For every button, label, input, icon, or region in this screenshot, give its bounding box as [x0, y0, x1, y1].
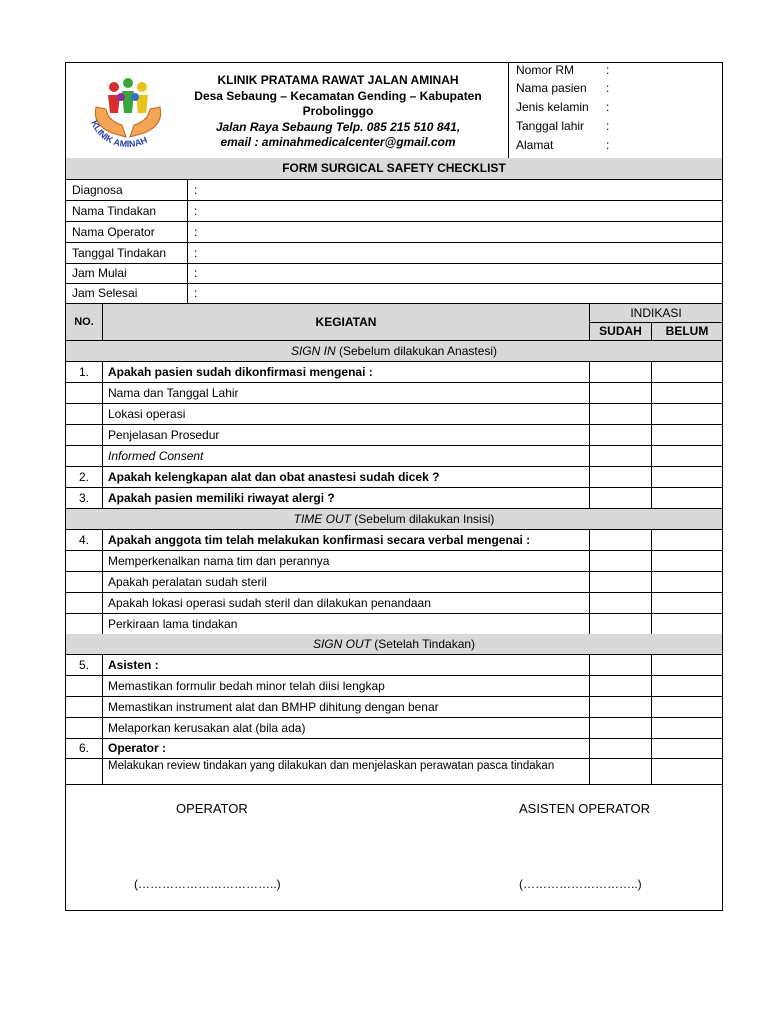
checklist-row: [66, 697, 722, 718]
row-number: 3.: [66, 488, 103, 508]
patient-label: Nama pasien: [516, 81, 587, 95]
belum-cell[interactable]: [651, 697, 652, 717]
checklist-row: [66, 718, 722, 739]
belum-cell[interactable]: [651, 404, 652, 424]
patient-colon: :: [606, 100, 610, 114]
belum-cell[interactable]: [651, 362, 652, 382]
header-kegiatan: KEGIATAN: [103, 304, 590, 340]
row-text: Penjelasan Prosedur: [108, 428, 220, 442]
section-title: SIGN IN: [290, 344, 336, 358]
checklist-row: [66, 758, 722, 785]
section-title: TIME OUT: [293, 512, 351, 526]
sudah-cell[interactable]: [589, 551, 590, 571]
form-frame: [65, 62, 723, 911]
sudah-cell[interactable]: [589, 758, 590, 784]
checklist-row: [66, 404, 722, 425]
row-text: Lokasi operasi: [108, 407, 186, 421]
belum-cell[interactable]: [651, 383, 652, 403]
row-text: Apakah lokasi operasi sudah steril dan dilakukan penandaan: [108, 596, 431, 610]
checklist-row: [66, 593, 722, 614]
info-row-nama-operator: [66, 222, 722, 243]
row-number: 1.: [66, 362, 103, 382]
column-divider: [187, 263, 188, 283]
clinic-info: [178, 73, 498, 151]
clinic-logo: [82, 73, 174, 151]
row-number: 4.: [66, 530, 103, 550]
row-text: Apakah pasien memiliki riwayat alergi ?: [108, 491, 335, 505]
sudah-cell[interactable]: [589, 614, 590, 634]
belum-cell[interactable]: [651, 425, 652, 445]
patient-colon: :: [606, 63, 610, 77]
info-label: Nama Operator: [72, 225, 155, 239]
info-row-nama-tindakan: [66, 201, 722, 222]
checklist-table-header: [66, 304, 722, 341]
row-text: Melaporkan kerusakan alat (bila ada): [108, 721, 306, 735]
checklist-row: [66, 383, 722, 404]
belum-cell[interactable]: [651, 718, 652, 738]
patient-row: [516, 138, 716, 157]
section-subtitle: (Sebelum dilakukan Insisi): [350, 512, 495, 526]
checklist-row: [66, 572, 722, 593]
row-text: Melakukan review tindakan yang dilakukan dan menjelaskan perawatan pasca tindakan: [108, 760, 555, 772]
info-colon: :: [194, 225, 198, 239]
patient-row: [516, 119, 716, 138]
clinic-block: [66, 63, 509, 158]
clinic-email: email : aminahmedicalcenter@gmail.com: [220, 135, 456, 149]
belum-cell[interactable]: [651, 488, 652, 508]
info-row-jam-selesai: [66, 283, 722, 304]
row-number: 5.: [66, 655, 103, 675]
section-subtitle: (Sebelum dilakukan Anastesi): [335, 344, 498, 358]
row-number: [66, 718, 103, 738]
info-row-tanggal-tindakan: [66, 243, 722, 264]
row-text: Memastikan instrument alat dan BMHP dihitung dengan benar: [108, 700, 439, 714]
sudah-cell[interactable]: [589, 467, 590, 487]
checklist-row: [66, 551, 722, 572]
checklist-row: [66, 614, 722, 635]
checklist-row: [66, 446, 722, 467]
sudah-cell[interactable]: [589, 593, 590, 613]
header-sudah: SUDAH: [590, 323, 652, 340]
row-text: Apakah anggota tim telah melakukan konfirmasi secara verbal mengenai :: [108, 533, 531, 547]
row-text: Memperkenalkan nama tim dan perannya: [108, 554, 330, 568]
patient-colon: :: [606, 138, 610, 152]
info-label: Jam Selesai: [72, 286, 138, 300]
section-time-out: [66, 509, 722, 530]
sudah-cell[interactable]: [589, 697, 590, 717]
info-row-jam-mulai: [66, 263, 722, 284]
checklist-row: [66, 362, 722, 383]
sudah-cell[interactable]: [589, 404, 590, 424]
belum-cell[interactable]: [651, 593, 652, 613]
row-text: Apakah kelengkapan alat dan obat anastesi sudah dicek ?: [108, 470, 440, 484]
row-number: [66, 697, 103, 717]
info-row-diagnosa: [66, 180, 722, 201]
row-number: 2.: [66, 467, 103, 487]
column-divider: [187, 283, 188, 303]
belum-cell[interactable]: [651, 530, 652, 550]
patient-row: [516, 81, 716, 100]
section-sign-in: [66, 341, 722, 362]
sudah-cell[interactable]: [589, 572, 590, 592]
row-number: [66, 551, 103, 571]
belum-cell[interactable]: [651, 738, 652, 758]
sudah-cell[interactable]: [589, 362, 590, 382]
sudah-cell[interactable]: [589, 718, 590, 738]
form-header: [66, 63, 722, 159]
patient-label: Tanggal lahir: [516, 119, 585, 133]
asisten-signature-line[interactable]: (………………………..): [519, 877, 642, 891]
row-number: [66, 593, 103, 613]
row-text: Nama dan Tanggal Lahir: [108, 386, 239, 400]
clinic-address-3: Jalan Raya Sebaung Telp. 085 215 510 841,: [215, 119, 461, 134]
sudah-cell[interactable]: [589, 383, 590, 403]
info-colon: :: [194, 246, 198, 260]
patient-colon: :: [606, 81, 610, 95]
sudah-cell[interactable]: [589, 530, 590, 550]
section-title: SIGN OUT: [312, 637, 371, 651]
sudah-cell[interactable]: [589, 488, 590, 508]
section-subtitle: (Setelah Tindakan): [370, 637, 476, 651]
info-label: Jam Mulai: [72, 266, 127, 280]
row-text: Informed Consent: [108, 449, 204, 463]
belum-cell[interactable]: [651, 676, 652, 696]
belum-cell[interactable]: [651, 655, 652, 675]
info-colon: :: [194, 286, 198, 300]
checklist-row: [66, 655, 722, 676]
form-title: FORM SURGICAL SAFETY CHECKLIST: [66, 158, 722, 180]
header-no: NO.: [66, 304, 103, 340]
info-label: Tanggal Tindakan: [72, 246, 167, 260]
checklist-row: [66, 676, 722, 697]
patient-label: Alamat: [516, 138, 554, 152]
sudah-cell[interactable]: [589, 676, 590, 696]
logo-text: KLINIK AMINAH: [89, 118, 149, 150]
checklist-row: [66, 467, 722, 488]
column-divider: [187, 243, 188, 263]
row-number: [66, 404, 103, 424]
belum-cell[interactable]: [651, 446, 652, 466]
info-colon: :: [194, 204, 198, 218]
checklist-row: [66, 530, 722, 551]
row-number: [66, 425, 103, 445]
belum-cell[interactable]: [651, 467, 652, 487]
row-text: Perkiraan lama tindakan: [108, 617, 238, 631]
row-text: Apakah pasien sudah dikonfirmasi mengenai :: [108, 365, 373, 379]
row-text: Asisten :: [108, 658, 159, 672]
info-label: Diagnosa: [72, 183, 123, 197]
patient-label: Nomor RM: [516, 63, 575, 77]
checklist-row: [66, 425, 722, 446]
patient-colon: :: [606, 119, 610, 133]
sudah-cell[interactable]: [589, 738, 590, 758]
column-divider: [187, 201, 188, 221]
belum-cell[interactable]: [651, 758, 652, 784]
patient-label: Jenis kelamin: [516, 100, 589, 114]
row-number: [66, 614, 103, 634]
clinic-address-1: Desa Sebaung – Kecamatan Gending – Kabupaten: [194, 88, 482, 103]
section-sign-out: [66, 634, 722, 655]
sudah-cell[interactable]: [589, 425, 590, 445]
clinic-name: KLINIK PRATAMA RAWAT JALAN AMINAH: [217, 73, 459, 87]
sudah-cell[interactable]: [589, 655, 590, 675]
patient-row: [516, 63, 716, 82]
row-text: Apakah peralatan sudah steril: [108, 575, 267, 589]
row-number: 6.: [66, 738, 103, 758]
operator-label: OPERATOR: [176, 801, 248, 816]
column-divider: [187, 180, 188, 200]
asisten-operator-label: ASISTEN OPERATOR: [519, 801, 650, 816]
checklist-row: [66, 488, 722, 509]
operator-signature-line[interactable]: (……………………………..): [134, 877, 281, 891]
checklist-row: [66, 738, 722, 759]
info-label: Nama Tindakan: [72, 204, 157, 218]
header-indikasi: INDIKASI: [590, 304, 722, 323]
row-text: Memastikan formulir bedah minor telah diisi lengkap: [108, 679, 385, 693]
belum-cell[interactable]: [651, 551, 652, 571]
info-colon: :: [194, 183, 198, 197]
patient-row: [516, 100, 716, 119]
belum-cell[interactable]: [651, 614, 652, 634]
row-number: [66, 572, 103, 592]
info-colon: :: [194, 266, 198, 280]
column-divider: [187, 222, 188, 242]
header-belum: BELUM: [652, 323, 722, 340]
row-number: [66, 758, 103, 784]
row-number: [66, 676, 103, 696]
row-text: Operator :: [108, 741, 167, 755]
row-number: [66, 383, 103, 403]
sudah-cell[interactable]: [589, 446, 590, 466]
row-number: [66, 446, 103, 466]
clinic-address-2: Probolinggo: [302, 104, 374, 118]
belum-cell[interactable]: [651, 572, 652, 592]
signature-block: [66, 785, 722, 910]
